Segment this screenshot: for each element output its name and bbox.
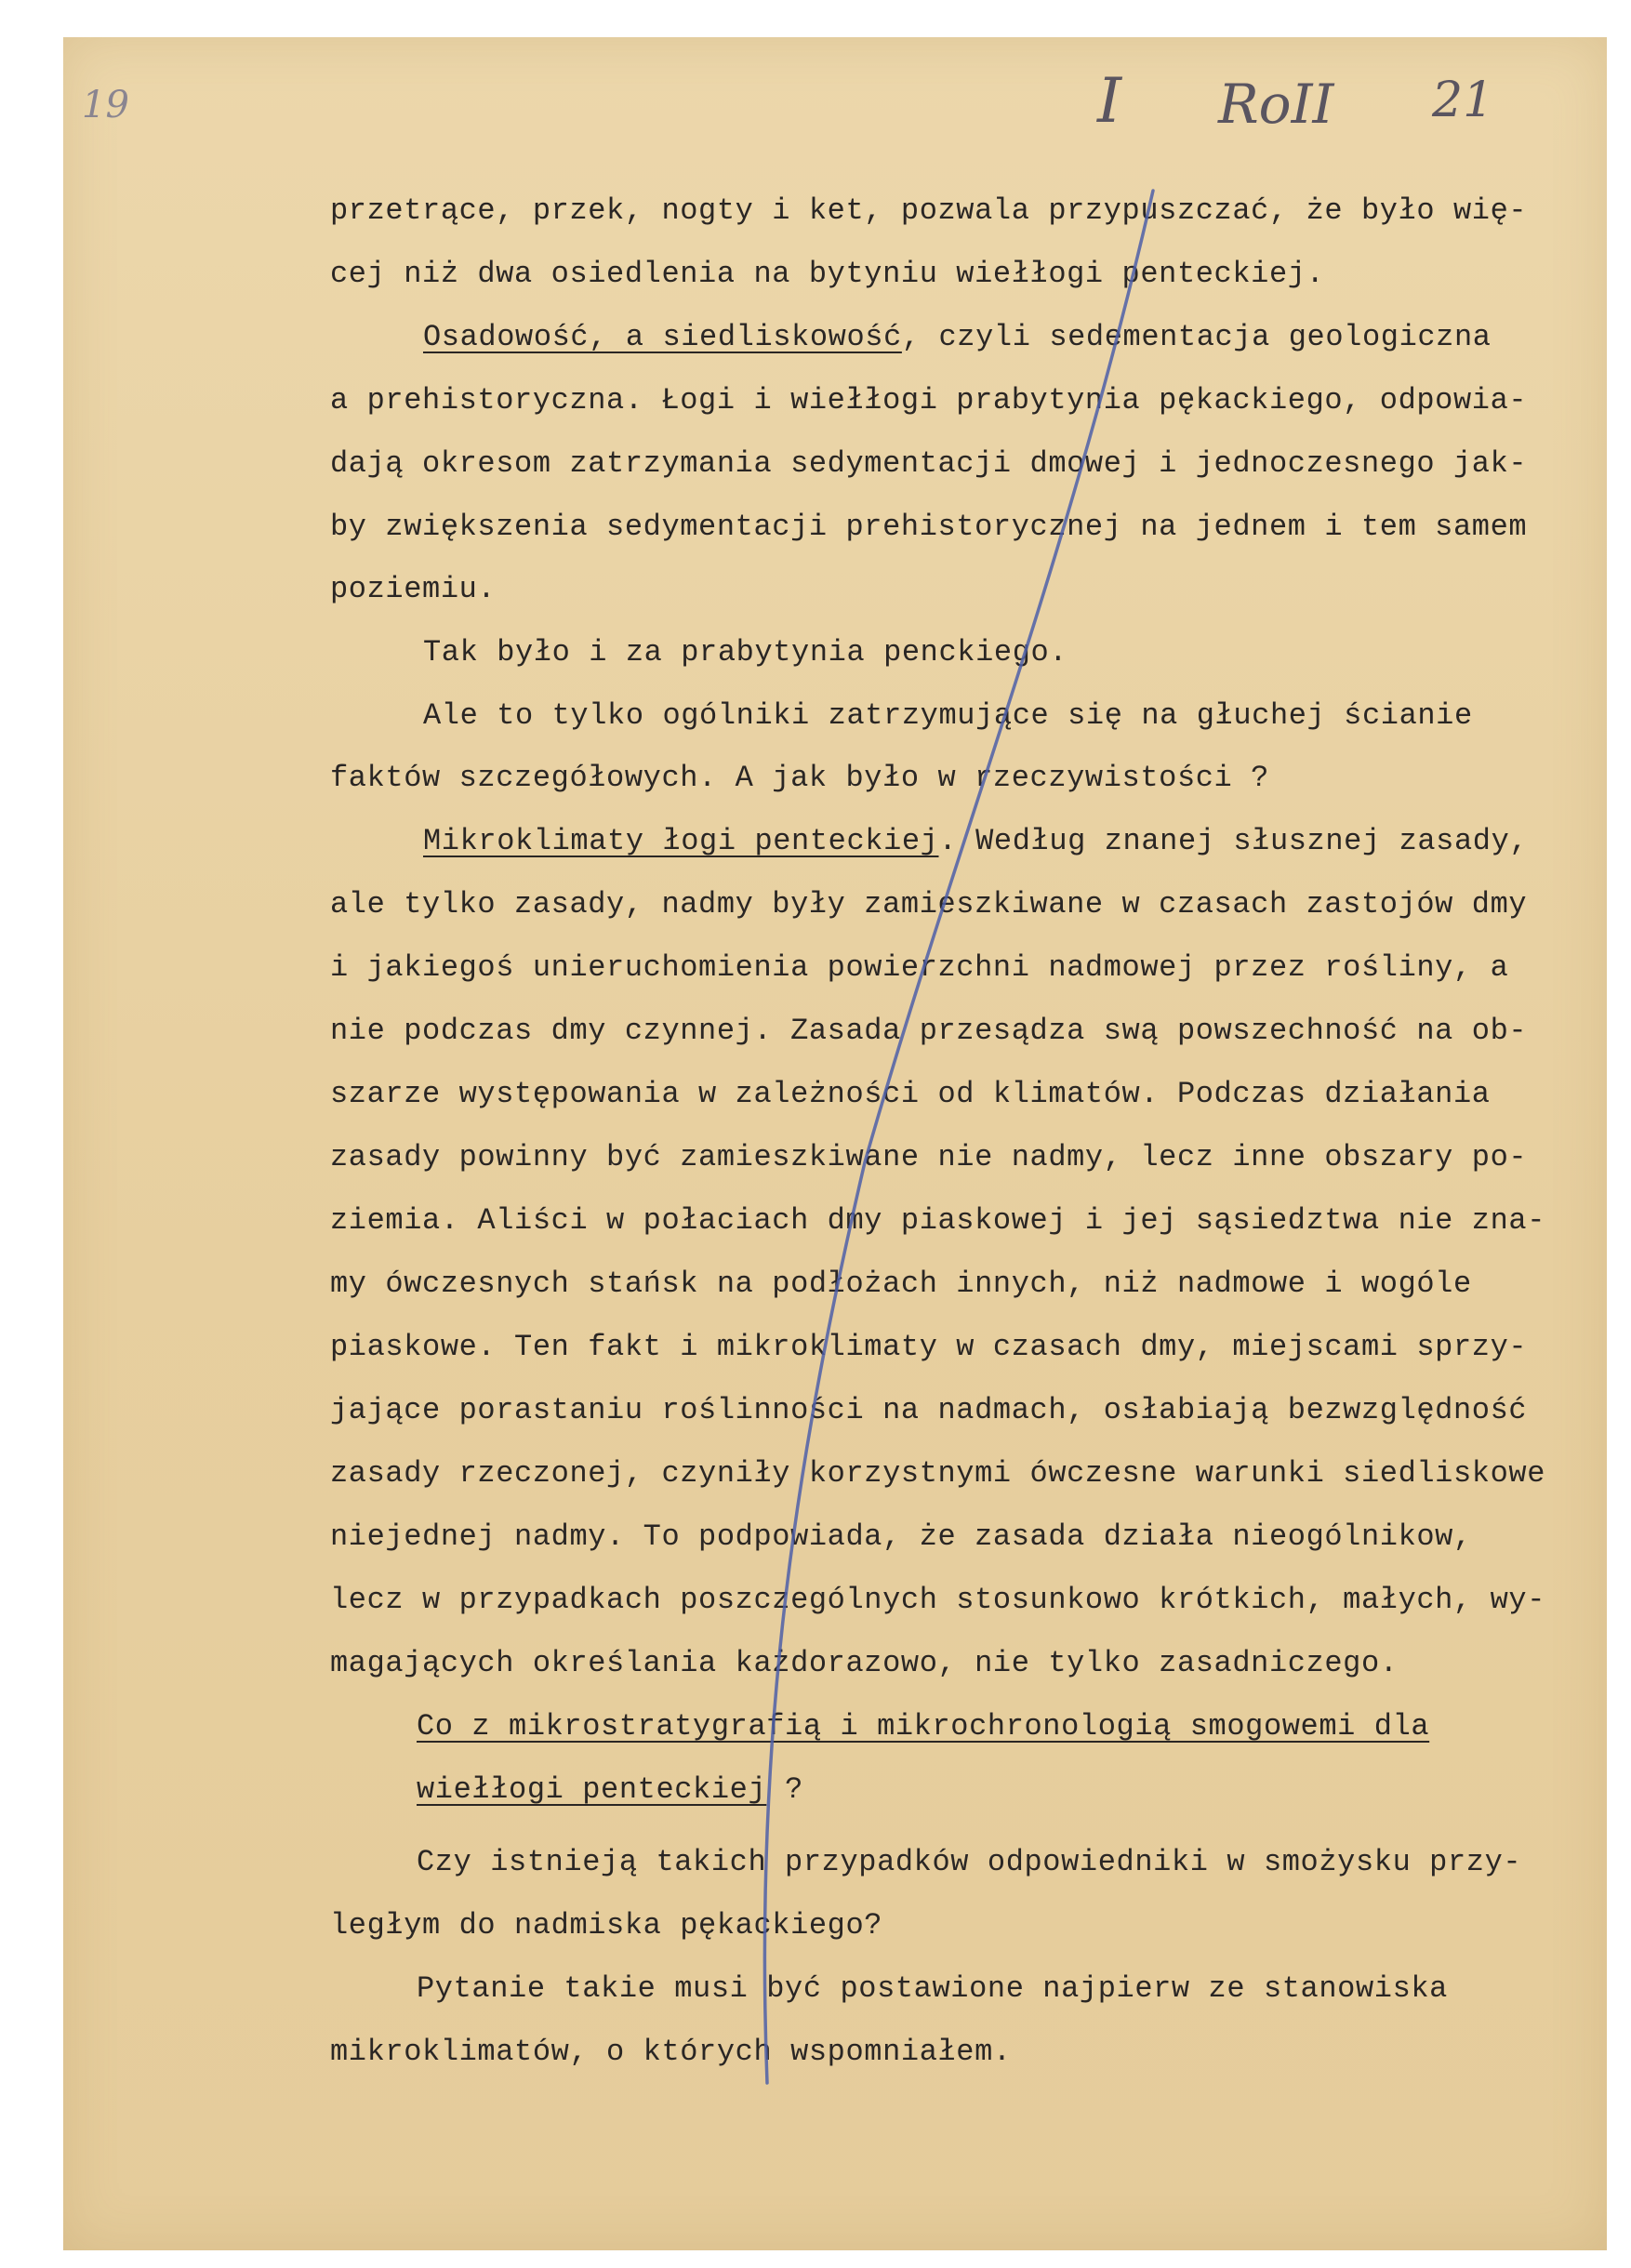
text-line: a prehistoryczna. Łogi i wiełłogi prabytynia pękackiego, odpowia- [330,383,1528,418]
text-line: Tak było i za prabytynia penckiego. [423,635,1068,670]
text-line: ziemia. Aliści w połaciach dmy piaskowej i jej sąsiedztwa nie zna- [330,1203,1546,1238]
text-line: ległym do nadmiska pękackiego? [330,1908,883,1943]
text-line: zasady powinny być zamieszkiwane nie nadmy, lecz inne obszary po- [330,1140,1528,1174]
heading-rest: . Według znanej słusznej zasady, [938,824,1529,858]
text-line: faktów szczegółowych. A jak było w rzeczywistości ? [330,761,1269,795]
text-line: przetrące, przek, nogty i ket, pozwala przypuszczać, że było wię- [330,193,1528,228]
page-number: 21 [1432,73,1494,128]
text-line: piaskowe. Ten fakt i mikroklimaty w czasach dmy, miejscami sprzy- [330,1330,1528,1364]
section-heading-2 [423,824,1585,858]
text-line: by zwiększenia sedymentacji prehistorycznej na jednem i tem samem [330,510,1528,544]
section-heading-3: Co z mikrostratygrafią i mikrochronologią smogowemi dla [417,1709,1430,1744]
text-line: poziemiu. [330,572,497,606]
text-line: niejednej nadmy. To podpowiada, że zasada działa nieogólnikow, [330,1519,1472,1554]
text-line: ale tylko zasady, nadmy były zamieszkiwane w czasach zastojów dmy [330,887,1528,922]
heading-underlined: Mikroklimaty łogi penteckiej [423,824,939,858]
margin-number: 19 [82,84,129,126]
text-line: cej niż dwa osiedlenia na bytyniu wiełłogi penteckiej. [330,257,1325,291]
text-line: mikroklimatów, o których wspomniałem. [330,2035,1012,2069]
heading-underlined: Osadowość, a siedliskowość [423,320,902,354]
text-line: i jakiegoś unieruchomienia powierzchni nadmowej przez rośliny, a [330,950,1509,985]
text-line: Pytanie takie musi być postawione najpierw ze stanowiska [417,1971,1448,2006]
text-line: my ówczesnych stańsk na podłożach innych, niż nadmowe i wogóle [330,1267,1472,1301]
text-line: magających określania każdorazowo, nie tylko zasadniczego. [330,1646,1399,1680]
text-line: Ale to tylko ogólniki zatrzymujące się na głuchej ścianie [423,698,1473,733]
roman-mark: I [1097,65,1122,137]
reference-mark: RoII [1218,73,1334,136]
heading-rest: ? [766,1772,803,1807]
section-heading-1 [423,320,1585,354]
text-line: Czy istnieją takich przypadków odpowiedniki w smożysku przy- [417,1845,1522,1879]
text-line: lecz w przypadkach poszczególnych stosunkowo krótkich, małych, wy- [330,1583,1546,1617]
text-line: nie podczas dmy czynnej. Zasada przesądza swą powszechność na ob- [330,1014,1528,1048]
heading-rest: , czyli sedementacja geologiczna [901,320,1492,354]
section-heading-3-cont [417,1772,1585,1807]
text-line: szarze występowania w zależności od klimatów. Podczas działania [330,1077,1491,1111]
heading-underlined: wiełłogi penteckiej [417,1772,767,1807]
text-line: dają okresom zatrzymania sedymentacji dmowej i jednoczesnego jak- [330,446,1528,481]
text-line: zasady rzeczonej, czyniły korzystnymi ówczesne warunki siedliskowe [330,1456,1546,1491]
text-line: jające porastaniu roślinności na nadmach, osłabiają bezwzględność [330,1393,1528,1427]
